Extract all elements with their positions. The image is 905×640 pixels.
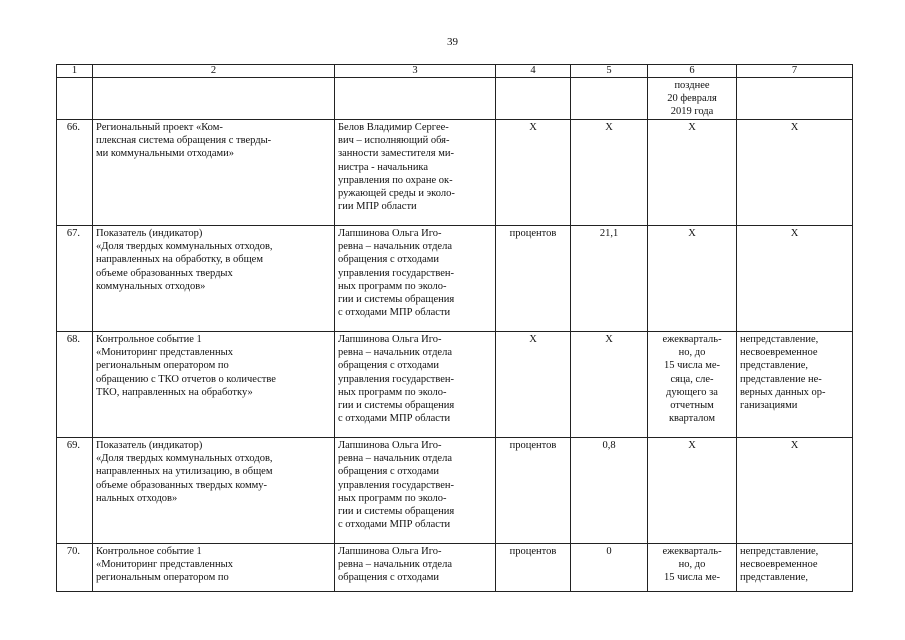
responsible-person: Белов Владимир Сергее- вич – исполняющий обя- занности заместителя ми- нистра - начальника управления по охране ок- ружающей среды и эколо- гии МПР области: [335, 120, 496, 226]
unit-cell: X: [496, 332, 571, 438]
event-name: Показатель (индикатор) «Доля твердых коммунальных отходов, направленных на обработку, в общем объеме образованных твердых коммунальных отходов»: [93, 226, 335, 332]
table-row: [57, 438, 853, 544]
event-name: Показатель (индикатор) «Доля твердых коммунальных отходов, направленных на утилизацию, в общем объеме образованных твердых комму- нальных отходов»: [93, 438, 335, 544]
table-row: [57, 332, 853, 438]
table-row: [57, 120, 853, 226]
header-cell: 7: [737, 65, 853, 78]
value-cell: 0,8: [571, 438, 648, 544]
responsible-person: Лапшинова Ольга Иго- ревна – начальник отдела обращения с отходами управления государствен- ных программ по эколо- гии и системы обращения с отходами МПР области: [335, 332, 496, 438]
header-row: [57, 65, 853, 78]
unit-cell: процентов: [496, 544, 571, 592]
deadline-cell: ежекварталь- но, до 15 числа ме-: [648, 544, 737, 592]
header-cell: 5: [571, 65, 648, 78]
header-cell: 3: [335, 65, 496, 78]
risk-cell: X: [737, 226, 853, 332]
table-row: [57, 226, 853, 332]
responsible-person: Лапшинова Ольга Иго- ревна – начальник отдела обращения с отходами: [335, 544, 496, 592]
table-row: [57, 544, 853, 592]
continuation-row: [57, 78, 853, 120]
event-name: Контрольное событие 1 «Мониторинг представленных региональным оператором по: [93, 544, 335, 592]
plan-table: [56, 64, 853, 592]
value-cell: X: [571, 120, 648, 226]
header-cell: 2: [93, 65, 335, 78]
risk-cell: непредставление, несвоевременное представление,: [737, 544, 853, 592]
risk-cell: X: [737, 120, 853, 226]
event-name: Региональный проект «Ком- плексная система обращения с тверды- ми коммунальными отходами»: [93, 120, 335, 226]
row-number: 70.: [57, 544, 93, 592]
event-name: Контрольное событие 1 «Мониторинг представленных региональным оператором по обращению с ТКО отчетов о количестве ТКО, направленных на обработку»: [93, 332, 335, 438]
row-number: 69.: [57, 438, 93, 544]
responsible-person: Лапшинова Ольга Иго- ревна – начальник отдела обращения с отходами управления государствен- ных программ по эколо- гии и системы обращения с отходами МПР области: [335, 226, 496, 332]
deadline-cell: ежекварталь- но, до 15 числа ме- сяца, сле- дующего за отчетным кварталом: [648, 332, 737, 438]
deadline-cell: X: [648, 438, 737, 544]
unit-cell: процентов: [496, 226, 571, 332]
risk-cell: X: [737, 438, 853, 544]
value-cell: X: [571, 332, 648, 438]
row-number: 68.: [57, 332, 93, 438]
header-cell: 4: [496, 65, 571, 78]
deadline-cell: X: [648, 226, 737, 332]
row-number: 67.: [57, 226, 93, 332]
deadline-cell: X: [648, 120, 737, 226]
unit-cell: X: [496, 120, 571, 226]
header-cell: 1: [57, 65, 93, 78]
unit-cell: процентов: [496, 438, 571, 544]
value-cell: 21,1: [571, 226, 648, 332]
responsible-person: Лапшинова Ольга Иго- ревна – начальник отдела обращения с отходами управления государствен- ных программ по эколо- гии и системы обращения с отходами МПР области: [335, 438, 496, 544]
deadline-cell: позднее 20 февраля 2019 года: [648, 78, 737, 120]
value-cell: 0: [571, 544, 648, 592]
risk-cell: непредставление, несвоевременное представление, представление не- верных данных ор- ганизациями: [737, 332, 853, 438]
header-cell: 6: [648, 65, 737, 78]
row-number: 66.: [57, 120, 93, 226]
page-number: 39: [447, 36, 458, 48]
